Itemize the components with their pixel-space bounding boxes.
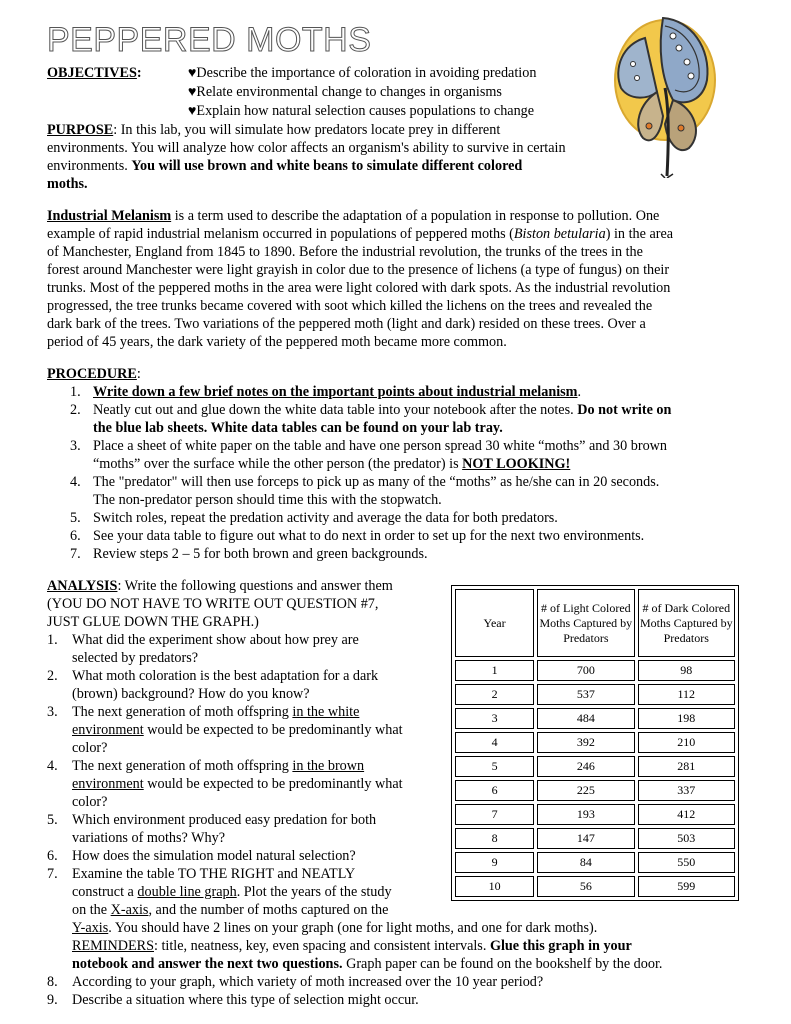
cell-light: 700 — [537, 660, 634, 681]
melanism-line-2: example of rapid industrial melanism occurred in populations of peppered moths (Biston betularia) in the area — [47, 226, 674, 242]
procedure-step-4-cont: The non-predator person should time this with the stopwatch. — [93, 492, 442, 508]
cell-year: 8 — [455, 828, 534, 849]
melanism-line-8: period of 45 years, the dark variety of the peppered moth became more common. — [47, 334, 507, 350]
cell-dark: 337 — [638, 780, 735, 801]
cell-light: 484 — [537, 708, 634, 729]
cell-dark: 281 — [638, 756, 735, 777]
cell-year: 4 — [455, 732, 534, 753]
cell-dark: 198 — [638, 708, 735, 729]
analysis-heading: ANALYSIS: Write the following questions and answer them — [47, 578, 393, 594]
table-row — [455, 756, 735, 777]
cell-light: 246 — [537, 756, 634, 777]
question-3: The next generation of moth offspring in the white — [72, 704, 360, 720]
procedure-num-3: 3. — [70, 438, 81, 454]
question-9: Describe a situation where this type of selection might occur. — [72, 992, 419, 1008]
question-4-cont-2: color? — [72, 794, 108, 810]
question-7-reminders: REMINDERS: title, neatness, key, even spacing and consistent intervals. Glue this graph in your — [72, 938, 632, 954]
cell-year: 5 — [455, 756, 534, 777]
question-2: What moth coloration is the best adaptation for a dark — [72, 668, 379, 684]
header-year: Year — [455, 589, 534, 657]
procedure-step-2-cont: the blue lab sheets. White data tables can be found on your lab tray. — [93, 420, 503, 436]
cell-year: 7 — [455, 804, 534, 825]
question-num-1: 1. — [47, 632, 58, 648]
table-row — [455, 660, 735, 681]
procedure-num-1: 1. — [70, 384, 81, 400]
procedure-num-5: 5. — [70, 510, 81, 526]
cell-year: 3 — [455, 708, 534, 729]
question-num-7: 7. — [47, 866, 58, 882]
question-7-cont: construct a double line graph. Plot the years of the study — [72, 884, 392, 900]
question-5: Which environment produced easy predation for both — [72, 812, 377, 828]
cell-dark: 112 — [638, 684, 735, 705]
table-row — [455, 852, 735, 873]
question-7-cont-2: on the X-axis, and the number of moths captured on the — [72, 902, 389, 918]
question-5-cont: variations of moths? Why? — [72, 830, 226, 846]
question-6: How does the simulation model natural selection? — [72, 848, 356, 864]
procedure-step-5: Switch roles, repeat the predation activity and average the data for both predators. — [93, 510, 558, 526]
cell-light: 537 — [537, 684, 634, 705]
procedure-step-3-cont: “moths” over the surface while the other person (the predator) is NOT LOOKING! — [93, 456, 571, 472]
moth-data-table — [451, 585, 739, 901]
table-row — [455, 780, 735, 801]
melanism-line-3: of Manchester, England from 1845 to 1890. Before the industrial revolution, the trunks of the trees in the — [47, 244, 643, 260]
melanism-line-7: dark bark of the trees. Two variations of the peppered moth (light and dark) resided on these trees. Over a — [47, 316, 646, 332]
table-body — [455, 660, 735, 897]
purpose-line-1: PURPOSE: In this lab, you will simulate how predators locate prey in different — [47, 122, 501, 138]
question-7-cont-4: notebook and answer the next two questions. Graph paper can be found on the bookshelf by the door. — [72, 956, 663, 972]
objective-2: ♥Relate environmental change to changes in organisms — [188, 84, 502, 100]
procedure-num-6: 6. — [70, 528, 81, 544]
header-dark-moths: # of Dark Colored Moths Captured by Predators — [638, 589, 735, 657]
question-num-2: 2. — [47, 668, 58, 684]
question-num-8: 8. — [47, 974, 58, 990]
table-row — [455, 876, 735, 897]
question-num-9: 9. — [47, 992, 58, 1008]
question-7: Examine the table TO THE RIGHT and NEATLY — [72, 866, 356, 882]
question-num-5: 5. — [47, 812, 58, 828]
table-row — [455, 828, 735, 849]
question-8: According to your graph, which variety of moth increased over the 10 year period? — [72, 974, 544, 990]
procedure-step-3: Place a sheet of white paper on the table and have one person spread 30 white “moths” and 30 brown — [93, 438, 668, 454]
melanism-line-4: forest around Manchester were light grayish in color due to the presence of lichens (a type of fungus) on their — [47, 262, 670, 278]
cell-light: 193 — [537, 804, 634, 825]
cell-light: 56 — [537, 876, 634, 897]
question-num-6: 6. — [47, 848, 58, 864]
table-header-row — [455, 589, 735, 657]
purpose-line-4: moths. — [47, 176, 88, 192]
cell-dark: 98 — [638, 660, 735, 681]
objective-1: ♥Describe the importance of coloration in avoiding predation — [188, 65, 537, 81]
question-4-cont: environment would be expected to be predominantly what — [72, 776, 403, 792]
question-3-cont: environment would be expected to be predominantly what — [72, 722, 403, 738]
question-3-cont-2: color? — [72, 740, 108, 756]
question-1: What did the experiment show about how prey are — [72, 632, 359, 648]
procedure-step-6: See your data table to figure out what to do next in order to set up for the next two environments. — [93, 528, 645, 544]
cell-year: 10 — [455, 876, 534, 897]
cell-year: 9 — [455, 852, 534, 873]
cell-light: 392 — [537, 732, 634, 753]
procedure-num-4: 4. — [70, 474, 81, 490]
cell-year: 2 — [455, 684, 534, 705]
procedure-step-7: Review steps 2 – 5 for both brown and green backgrounds. — [93, 546, 428, 562]
question-1-cont: selected by predators? — [72, 650, 199, 666]
question-4: The next generation of moth offspring in the brown — [72, 758, 365, 774]
procedure-step-1: Write down a few brief notes on the important points about industrial melanism. — [93, 384, 582, 400]
cell-dark: 210 — [638, 732, 735, 753]
objective-3: ♥Explain how natural selection causes populations to change — [188, 103, 535, 119]
page-title: PEPPERED MOTHS — [47, 21, 372, 59]
procedure-step-4: The "predator" will then use forceps to pick up as many of the “moths” as he/she can in 20 seconds. — [93, 474, 660, 490]
cell-light: 84 — [537, 852, 634, 873]
question-num-3: 3. — [47, 704, 58, 720]
purpose-line-2: environments. You will analyze how color affects an organism's ability to survive in certain — [47, 140, 566, 156]
header-light-moths: # of Light Colored Moths Captured by Predators — [537, 589, 634, 657]
question-2-cont: (brown) background? How do you know? — [72, 686, 310, 702]
cell-light: 147 — [537, 828, 634, 849]
cell-light: 225 — [537, 780, 634, 801]
melanism-line-6: progressed, the tree trunks became covered with soot which killed the lichens on the trees and revealed the — [47, 298, 653, 314]
cell-year: 6 — [455, 780, 534, 801]
melanism-line-1: Industrial Melanism is a term used to describe the adaptation of a population in response to pollution. One — [47, 208, 660, 224]
cell-dark: 412 — [638, 804, 735, 825]
cell-dark: 550 — [638, 852, 735, 873]
procedure-step-2: Neatly cut out and glue down the white data table into your notebook after the notes. Do not write on — [93, 402, 672, 418]
cell-year: 1 — [455, 660, 534, 681]
purpose-line-3: environments. You will use brown and white beans to simulate different colored — [47, 158, 523, 174]
table-row — [455, 708, 735, 729]
table-row — [455, 732, 735, 753]
butterfly-icon — [603, 8, 721, 178]
cell-dark: 503 — [638, 828, 735, 849]
cell-dark: 599 — [638, 876, 735, 897]
question-7-cont-3: Y-axis. You should have 2 lines on your graph (one for light moths, and one for dark moths). — [72, 920, 598, 936]
procedure-num-2: 2. — [70, 402, 81, 418]
analysis-intro-2: (YOU DO NOT HAVE TO WRITE OUT QUESTION #7, — [47, 596, 379, 612]
procedure-heading: PROCEDURE: — [47, 366, 141, 382]
melanism-line-5: trunks. Most of the peppered moths in the area were light colored with dark spots. As the industrial revolution — [47, 280, 671, 296]
procedure-num-7: 7. — [70, 546, 81, 562]
question-num-4: 4. — [47, 758, 58, 774]
table-row — [455, 804, 735, 825]
table-row — [455, 684, 735, 705]
objectives-heading: OBJECTIVES: — [47, 65, 142, 81]
analysis-intro-3: JUST GLUE DOWN THE GRAPH.) — [47, 614, 259, 630]
